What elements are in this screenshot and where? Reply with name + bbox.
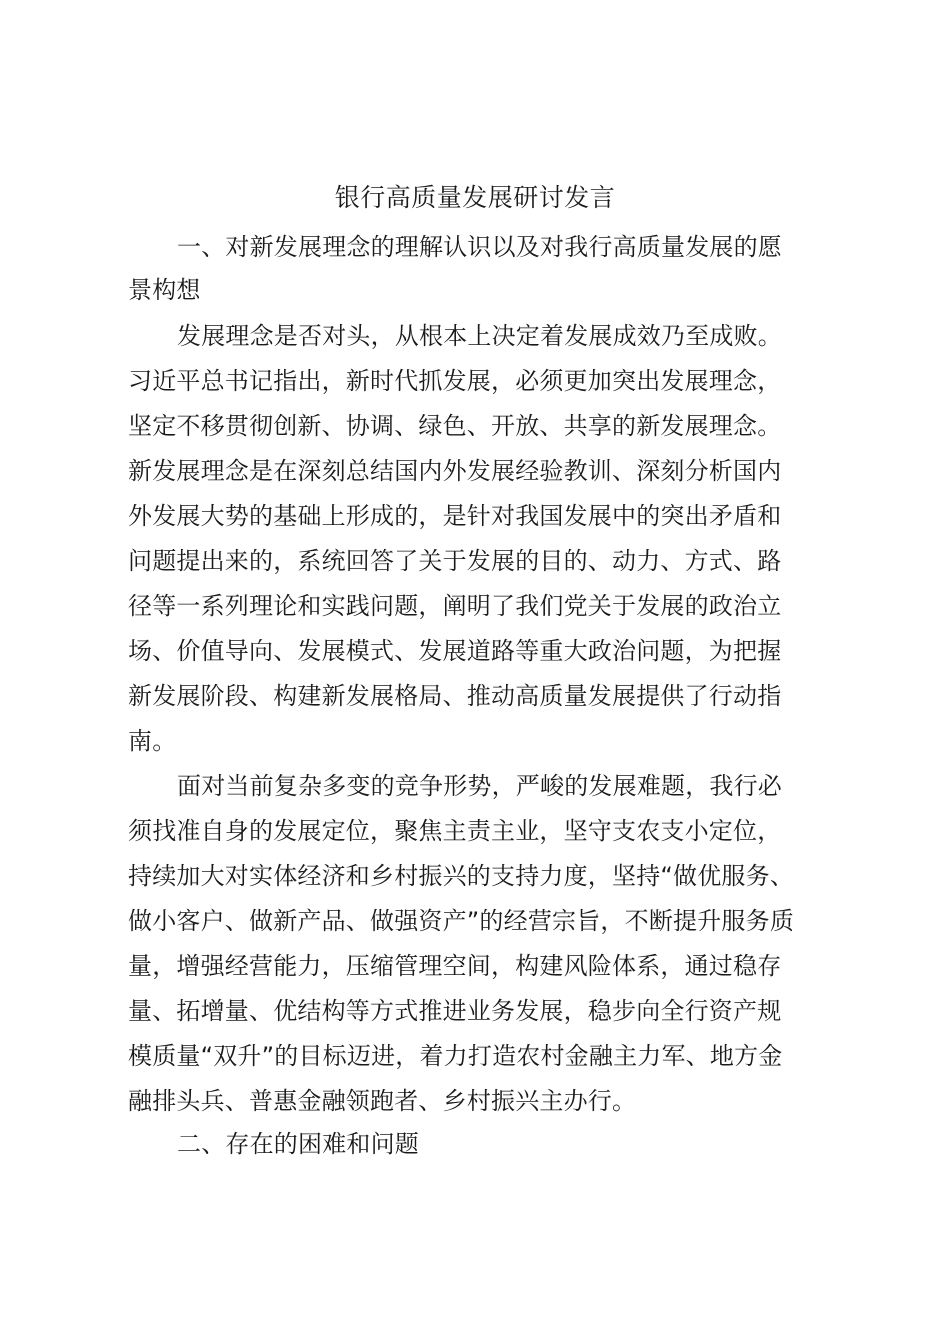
paragraph-line: 量，增强经营能力，压缩管理空间，构建风险体系，通过稳存 — [128, 952, 782, 980]
paragraph-line: 习近平总书记指出，新时代抓发展，必须更加突出发展理念， — [128, 367, 782, 395]
paragraph-line: 做小客户、做新产品、做强资产”的经营宗旨，不断提升服务质 — [128, 907, 795, 935]
section-heading-1-cont: 景构想 — [128, 276, 201, 304]
section-heading-2: 二、存在的困难和问题 — [177, 1130, 419, 1158]
paragraph-line: 坚定不移贯彻创新、协调、绿色、开放、共享的新发展理念。 — [128, 412, 782, 440]
paragraph-line: 发展理念是否对头，从根本上决定着发展成效乃至成败。 — [177, 322, 782, 350]
paragraph-line: 南。 — [128, 727, 177, 755]
section-heading-1: 一、对新发展理念的理解认识以及对我行高质量发展的愿 — [177, 233, 782, 261]
paragraph-line: 融排头兵、普惠金融领跑者、乡村振兴主办行。 — [128, 1087, 637, 1115]
paragraph-line: 持续加大对实体经济和乡村振兴的支持力度，坚持“做优服务、 — [128, 862, 795, 890]
paragraph-line: 面对当前复杂多变的竞争形势，严峻的发展难题，我行必 — [177, 772, 782, 800]
paragraph-line: 问题提出来的，系统回答了关于发展的目的、动力、方式、路 — [128, 547, 782, 575]
paragraph-line: 须找准自身的发展定位，聚焦主责主业，坚守支农支小定位， — [128, 817, 782, 845]
paragraph-line: 模质量“双升”的目标迈进，着力打造农村金融主力军、地方金 — [128, 1042, 783, 1070]
paragraph-line: 新发展阶段、构建新发展格局、推动高质量发展提供了行动指 — [128, 682, 782, 710]
document-title: 银行高质量发展研讨发言 — [334, 183, 616, 212]
paragraph-line: 场、价值导向、发展模式、发展道路等重大政治问题，为把握 — [128, 637, 782, 665]
paragraph-line: 量、拓增量、优结构等方式推进业务发展，稳步向全行资产规 — [128, 997, 782, 1025]
paragraph-line: 径等一系列理论和实践问题，阐明了我们党关于发展的政治立 — [128, 592, 782, 620]
paragraph-line: 外发展大势的基础上形成的，是针对我国发展中的突出矛盾和 — [128, 502, 782, 530]
paragraph-line: 新发展理念是在深刻总结国内外发展经验教训、深刻分析国内 — [128, 457, 782, 485]
